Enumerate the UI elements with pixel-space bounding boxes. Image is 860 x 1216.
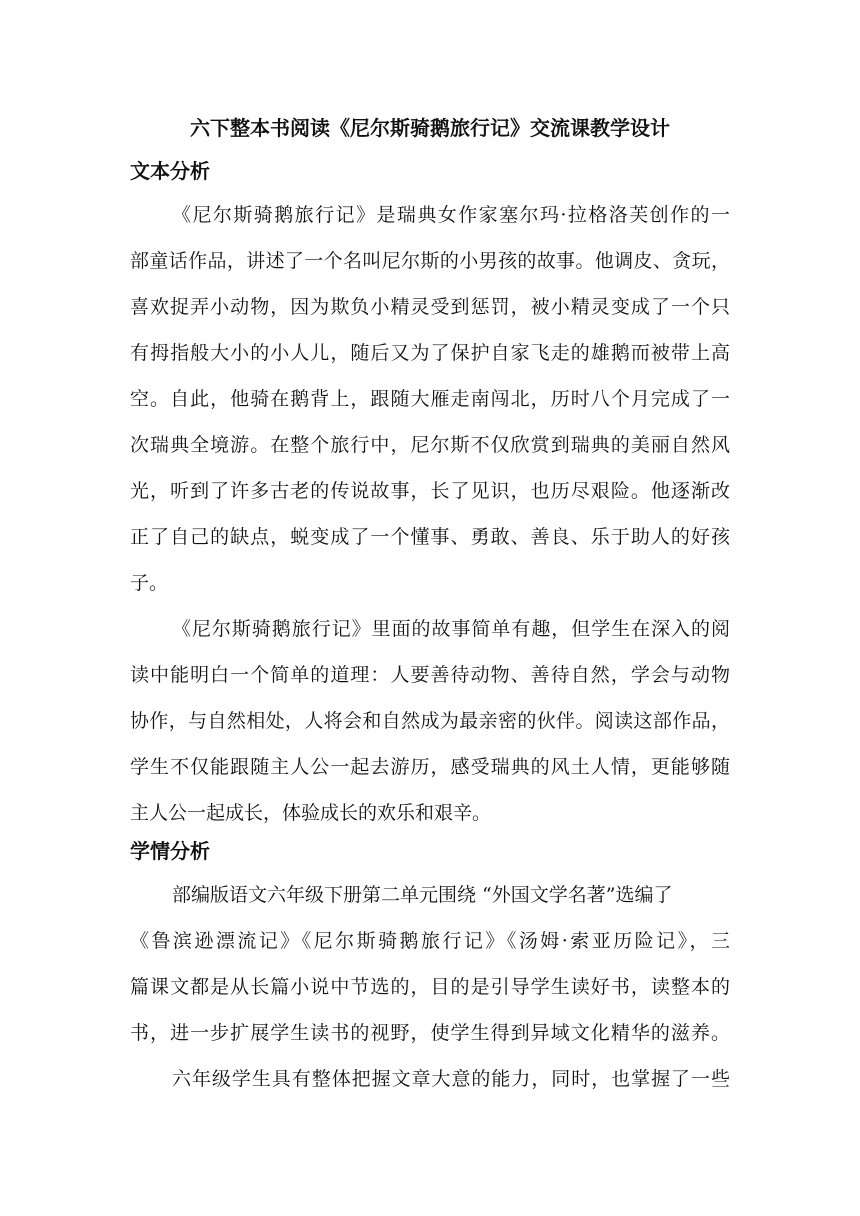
text-line: 《鲁滨逊漂流记》《尼尔斯骑鹅旅行记》《汤姆·索亚历险记》，三 <box>130 930 730 952</box>
text-line: 光，听到了许多古老的传说故事，长了见识，也历尽艰险。他逐渐改 <box>130 480 730 502</box>
text-line: 正了自己的缺点，蜕变成了一个懂事、勇敢、善良、乐于助人的好孩 <box>130 526 730 548</box>
text-line: 读中能明白一个简单的道理：人要善待动物、善待自然，学会与动物 <box>130 664 730 686</box>
text-line: 六年级学生具有整体把握文章大意的能力，同时，也掌握了一些 <box>172 1068 730 1090</box>
text-line: 协作，与自然相处，人将会和自然成为最亲密的伙伴。阅读这部作品， <box>130 710 730 732</box>
text-line: 书，进一步扩展学生读书的视野，使学生得到异域文化精华的滋养。 <box>130 1022 730 1044</box>
text-line: 部编版语文六年级下册第二单元围绕 “外国文学名著”选编了 <box>172 884 673 906</box>
text-line: 篇课文都是从长篇小说中节选的，目的是引导学生读好书，读整本的 <box>130 976 730 998</box>
text-line: 空。自此，他骑在鹅背上，跟随大雁走南闯北，历时八个月完成了一 <box>130 388 730 410</box>
text-line: 喜欢捉弄小动物，因为欺负小精灵受到惩罚，被小精灵变成了一个只 <box>130 296 730 318</box>
section-heading-student-analysis: 学情分析 <box>130 839 210 863</box>
document-title: 六下整本书阅读《尼尔斯骑鹅旅行记》交流课教学设计 <box>190 116 670 140</box>
text-line: 《尼尔斯骑鹅旅行记》里面的故事简单有趣，但学生在深入的阅 <box>172 618 730 640</box>
text-line: 《尼尔斯骑鹅旅行记》是瑞典女作家塞尔玛·拉格洛芙创作的一 <box>172 204 730 226</box>
text-line: 次瑞典全境游。在整个旅行中，尼尔斯不仅欣赏到瑞典的美丽自然风 <box>130 434 730 456</box>
text-line: 部童话作品，讲述了一个名叫尼尔斯的小男孩的故事。他调皮、贪玩， <box>130 250 730 272</box>
section-heading-text-analysis: 文本分析 <box>130 159 210 183</box>
text-line: 学生不仅能跟随主人公一起去游历，感受瑞典的风土人情，更能够随 <box>130 756 730 778</box>
text-line: 有拇指般大小的小人儿，随后又为了保护自家飞走的雄鹅而被带上高 <box>130 342 730 364</box>
text-line: 子。 <box>130 572 169 594</box>
text-line: 主人公一起成长，体验成长的欢乐和艰辛。 <box>130 802 492 824</box>
